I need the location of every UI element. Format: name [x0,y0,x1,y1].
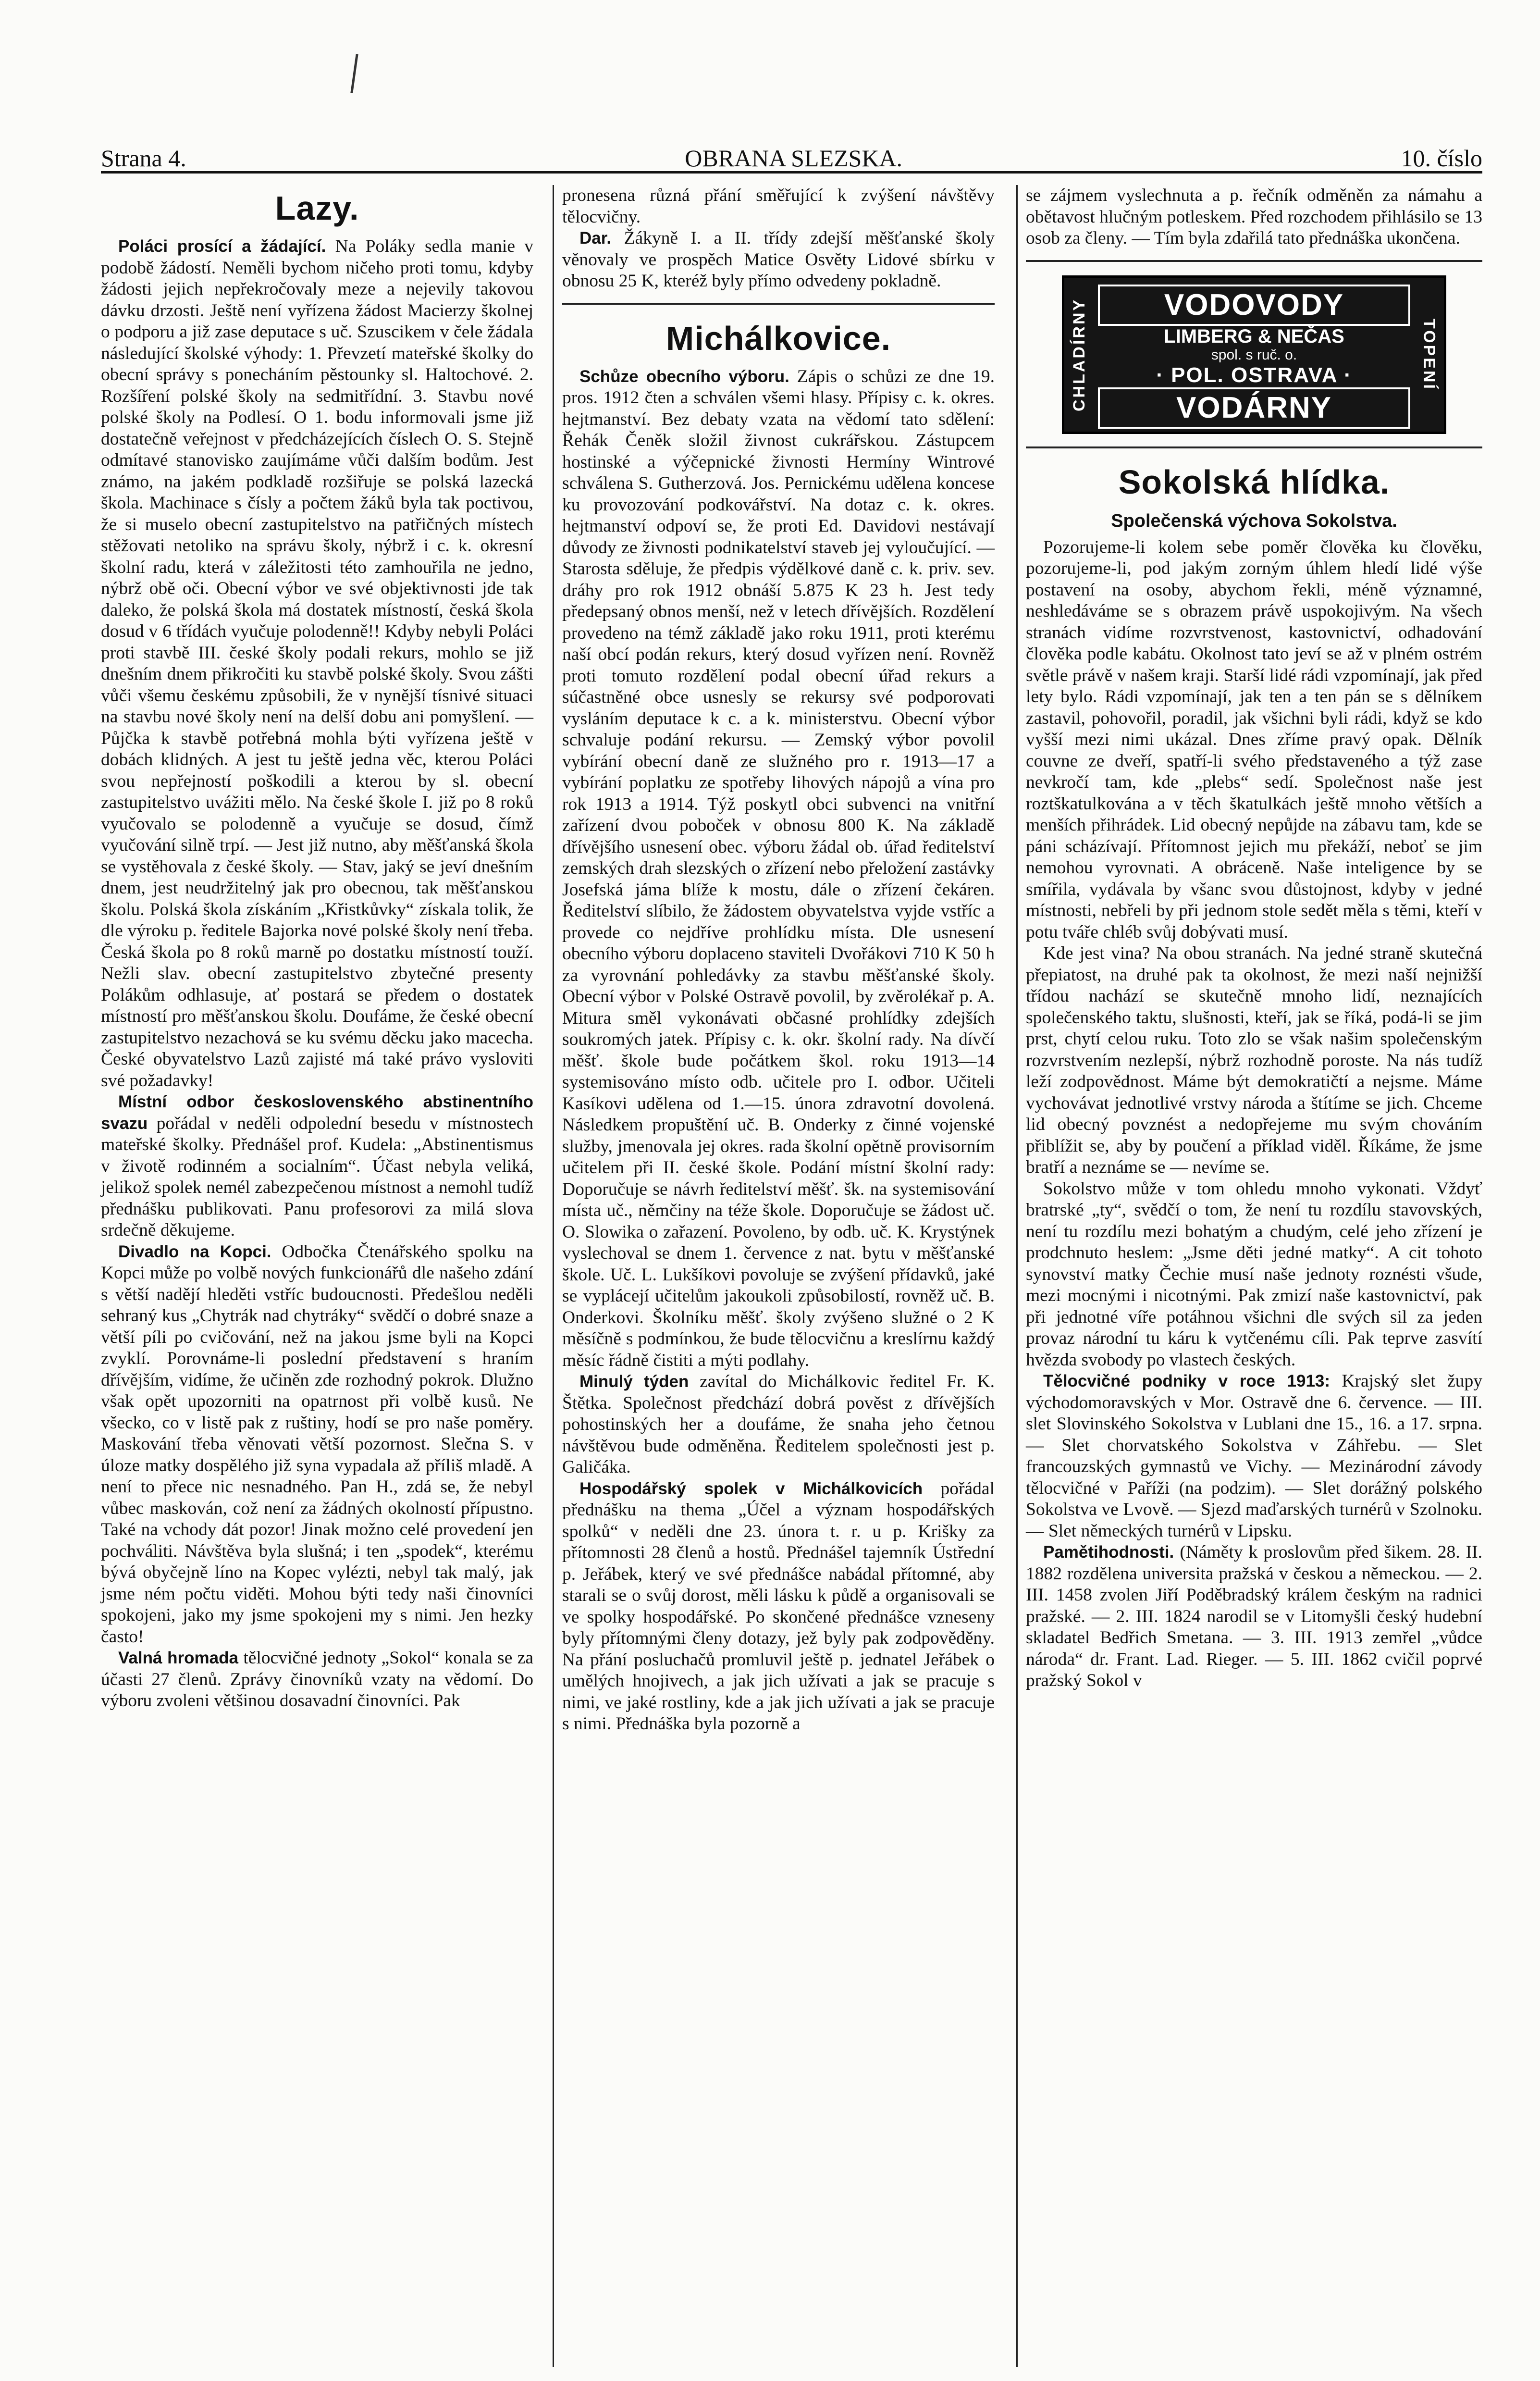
ad-firm-type: spol. s ruč. o. [1211,347,1297,363]
column-rule-2 [1016,185,1018,2367]
article-text: (Náměty k proslovům před šikem. 28. II. 1882 rozdělena universita pražská v českou a německou. — 2. III. 1458 zvolen Jiří Poděbradský králem českým na radnici pražské. — 2. III. 1824 narodil se v Litomyšli český hudební skladatel Bedřich Smetana. — 3. III. 1913 zemřel „vůdce národa“ dr. Frant. Lad. Rieger. — 5. III. 1862 cvičil poprvé pražský Sokol v [1026,1542,1483,1690]
article-text: zavítal do Michálkovic ředitel Fr. K. Štětka. Společnost předchází dobrá pověst z dřívějších pohostinských her a doufáme, že snaha jeho četnou návštěvou bude odměněna. Ředitelem společnosti jest p. Galičáka. [562,1372,995,1477]
ad-top-banner: VODOVODY [1098,285,1410,326]
article-text: pořádal přednášku na thema „Účel a význam hospodářských spolků“ v neděli dne 23. února t. r. u p. Krišky za přítomnosti 28 členů a hostů. Přednášel tajemník Ústřední p. Jeřábek, který ve své přednášce nabádal přítomné, aby starali se o svůj dorost, měli lásku k půdě a organisovali se ve spolky hospodářské. Po skončené přednášce vzneseny byly přítomnými členy dotazy, jež byly pak zodpověděny. Na přání posluchačů promluvil ještě p. jednatel Jeřábek o umělých hnojivech, a jak jich užívati a jak se pracuje s nimi, ve jaké rostliny, kde a jak jich užívati a jak se pracuje s nimi. Přednáška byla pozorně a [562,1478,995,1734]
article-lead: Tělocvičné podniky v roce 1913: [1043,1372,1331,1390]
article-abstinence [101,1091,533,1241]
column-1 [101,185,533,1712]
article-lead: Poláci prosící a žádající. [118,237,326,256]
article-farmers-club [562,1478,995,1735]
section-heading-michalkovice: Michálkovice. [665,319,891,357]
article-text: Zápis o schůzi ze dne 19. pros. 1912 čten a schválen všemi hlasy. Přípisy c. k. okres. hejtmanství. Bez debaty vzata na vědomí tato sdělení: Řehák Čeněk složil živnost cukrářskou. Zástupcem hostinské a výčepnické živnosti Hermíny Wintrové schválena S. Gutherzová. Jos. Pernickému udělena koncese ku provozování podkovářství. Na dotaz c. k. okres. hejtmanství odpoví se, že proti Ed. Davidovi nestávají důvody ze živnosti podnikatelství staveb jej vyloučující. — Starosta sděluje, že předpis výdělkové daně c. k. priv. sev. dráhy pro rok 1912 obnáší 5.875 K 23 h. Jest tedy předepsaný obnos menší, než v letech dřívějších. Rozdělení provedeno na témž základě jako roku 1911, proti kterému naší obcí podán rekurs, který dosud vyřízen není. Rovněž proti tomuto rozdělení podal obecní úřad rekurs a súčastněné obce usnesly se rekursy své podporovati vysláním deputace k c. a k. ministerstvu. Obecní výbor schvaluje podání rekursu. — Zemský výbor povolil vybírání obecní daně ze služného pro r. 1913—17 a vybírání poplatku ze spotřeby lihových nápojů a vína pro rok 1913 a 1914. Týž poskytl obci subvenci na vnitřní zařízení dvou poboček v obnosu 800 K. Na základě dřívějšího usnesení obec. výboru žádal ob. úřad ředitelství zemských drah slezských o zřízení nebo přeložení zastávky Josefská jáma blíže k mostu, dále o zřízení čekáren. Ředitelství slíbilo, že žádostem obyvatelstva vyjde vstříc a provede co nejdříve prohlídku místa. Dle usnesení obecního výboru doplaceno staviteli Dvořákovi 710 K 50 h za vyrovnání pohledávky za stavbu měšťanské školy. Obecní výbor v Polské Ostravě povolil, by zvěrolékař p. A. Mitura směl vykonávati občasné prohlídky zdejších soukromých jatek. Přípisy c. k. okr. školní rady. Na dívčí měšť. škole bude počátkem škol. roku 1913—14 systemisováno místo odb. učitele pro I. odbor. Učiteli Kasíkovi udělena od 1.—15. února zdravotní dovolená. Následkem propuštění uč. B. Onderky z činné vojenské služby, jmenovala jej okres. rada školní opětně provisorním učitelem při II. české škole. Podání místní školní rady: Doporučuje se návrh ředitelství měšť. šk. na systemisování místa uč., němčiny na téže škole. Doporučuje se žádost uč. O. Slowika o zařazení. Povoleno, by odb. uč. K. Krystýnek vyslechoval se dnem 1. července z nat. bytu v měšťanské škole. Uč. L. Lukšíkovi povoluje se zvýšení přídavků, jaké se vyplácejí učitelům jakoukoli způsobilostí, rovněž uč. B. Onderkovi. Školníku měšť. školy zvýšeno služné o 2 K měsíčně s podmínkou, že bude tělocvičnu a kreslírnu každý měsíc řádně čistiti a mýti podlahy. [562,366,995,1370]
article-continuation: pronesena různá přání směřující k zvýšení návštěvy tělocvičny. [562,186,995,227]
article-continuation: se zájmem vyslechnuta a p. řečník odměněn za námahu a obětavost hlučným potleskem. Před rozchodem přihlásilo se 13 osob za členy. — Tím byla zdařilá tato přednáška ukončena. [1026,186,1482,248]
article-lead: Divadlo na Kopci. [118,1242,271,1261]
pen-mark [350,54,358,93]
article-text: Na Poláky sedla manie v podobě žádostí. Neměli bychom ničeho proti tomu, kdyby žádosti jejich nepřekročovaly meze a nejevily takovou dávku drzosti. Ještě není vyřízena žádost Macierzy školnej o podporu a již zase deputace s uč. Szuscikem v čele žádala následující školské výhody: 1. Převzetí mateřské školky do obecní správy s ponecháním pěstounky sl. Haltochové. 2. Rozšíření polské školy na sedmitřídní. 3. Stavbu nové polské školy na Podlesí. O 1. bodu informovali jsme již dostatečně veřejnost v předcházejících číslech O. S. Stejně odmítavé stanovisko zaujímáme vůči dalším bodům. Jest známo, na jakém podkladě rozšiřuje se polská lazecká škola. Machinace s čísly a počtem žáků byla tak poctivou, že si muselo obecní zastupitelstvo na patřičných místech stěžovati netoliko na správu školy, nýbrž i c. k. okresní školní radu, která v záležitosti této zamhouřila ne jedno, nýbrž obě oči. Obecní výbor ve své objektivnosti jde tak daleko, že polská škola má dostatek místností, česká škola dosud v 6 třídách vyučuje polodenně!! Kdyby nebyli Poláci proti stavbě III. české školy podali rekurs, mohlo se již dnešním dnem přikročiti ku stavbě polské školy. Svou zášti vůči všemu českému způsobili, že v nynější tísnivé situaci na stavbu nové školy není na delší dobu ani pomyšlení. — Půjčka k stavbě potřebná mohla býti vyřízena ještě v dobách klidných. A jest tu ještě jedna věc, kterou Poláci svou nepřejností poškodili a kterou by sl. obecní zastupitelstvo uvážiti mělo. Na české škole I. již po 8 roků vyučovalo se polodenně a vyučuje se dosud, čímž vyučování silně trpí. — Jest již nutno, aby měšťanská škola se vystěhovala z české školy. — Stav, jaký se jeví dnešním dnem, jest neudržitelný jak pro obecnou, tak měšťanskou školu. Polská škola získáním „Křistkůvky“ získala tolik, že dle výroku p. ředitele Bajorka nové polské školy není třeba. Česká škola po 8 roků marně po dostatku místností touží. Nežli slav. obecní zastupitelstvo zbytečné presenty Polákům odhlasuje, ať postará se předem o dostatek místností pro měšťanskou školu. Doufáme, že české obecní zastupitelstvo nezachová se ku svému děcku jako macecha. České obyvatelstvo Lazů zajisté má také právo vysloviti své požadavky! [101,236,533,1091]
article-text: Odbočka Čtenářského spolku na Kopci může po volbě nových funkcionářů dle našeho zdání s větší nadějí hleděti vstříc budoucnosti. Předešlou neděli sehraný kus „Chytrák nad chytráky“ svědčí o dobré snaze a větší píli po cvičování, než na jakou jsme byli na Kopci zvyklí. Porovnáme-li poslední představení s hraním dřívějším, vidíme, že učiněn zde rozhodný pokrok. Dlužno však opět upozorniti na opatrnost při volbě kusů. Ne všecko, co v listě pak z ruštiny, hodí se pro naše poměry. Maskování třeba věnovati větší pozornost. Slečna S. v úloze matky dospělého již syna vypadala až příliš mladě. A není to přece nic nesnadného. Pan H., zdá se, že nebyl vůbec maskován, což není za žádných okolností přípustno. Také na vchody dát pozor! Jinak možno celé provedení jen pochváliti. Návštěva byla slušná; i ten „spodek“, kterému bývá obyčejně líno na Kopec vylézti, nebyl tak malý, jak jsme ném počtu viděti. Mohou býti tedy naši činovníci spokojeni, jako my jsme spokojeni my s nimi. Jen hezky často! [101,1241,533,1647]
article-council-meeting [562,366,995,1372]
masthead-rule [101,171,1482,174]
article-text: tělocvičné jednoty „Sokol“ konala se za účasti 27 členů. Zprávy činovníků vzaty na vědomí. Do výboru zvoleni většinou dosavadní činovníci. Pak [101,1648,533,1711]
article-theatre [101,1241,533,1648]
section-heading-lazy: Lazy. [275,189,359,227]
page-number: Strana 4. [101,145,186,172]
article-paragraph: Sokolstvo může v tom ohledu mnoho vykonati. Vždyť bratrské „ty“, svědčí o tom, že není tu rozdílu stavovských, není tu rozdílu mezi bohatým a chudým, celé jeho zřízení je prodchnuto heslem: „Jsme děti jedné matky“. A cit tohoto synovství matky Čechie musí naše jednoty roznésti všude, mezi mocnými i nicotnými. Pak zmizí naše kastovnictví, pak při jednotné víře potáhnou všichni dle svých sil za jeden provaz národní tu káru k vytčenému cíli. Pak teprve zasvítí hvězda svobody po vlastech českých. [1026,1178,1482,1370]
article-anniversaries [1026,1542,1482,1692]
column-rule-1 [553,185,554,2367]
article-last-week [562,1371,995,1478]
article-text: Krajský slet župy východomoravských v Mor. Ostravě dne 6. července. — III. slet Slovinského Sokolstva v Lublani dne 15., 16. a 17. srpna. — Slet chorvatského Sokolstva v Záhřebu. — Slet francouzských gymnastů ve Vichy. — Mezinárodní závody tělocvičné v Paříži (na podzim). — Slet dorážný polského Sokolstva ve Lvově. — Sjezd maďarských turnérů v Szolnoku. — Slet německých turnérů v Lipsku. [1026,1371,1482,1541]
article-lead: Místní odbor československého abstinentního svazu [101,1092,533,1133]
section-divider [562,303,995,305]
ad-center [1094,278,1414,432]
article-text: Žákyně I. a II. třídy zdejší měšťanské školy věnovaly ve prospěch Matice Osvěty Lidové sbírku v obnosu 25 K, kteréž byly přímo odvedeny pokladně. [562,228,995,291]
article-paragraph: Pozorujeme-li kolem sebe poměr člověka ku člověku, pozorujeme-li, pod jakým zorným úhlem hledí lidé výše postavení na osoby, abychom řekli, méně významné, neshledáváme se s obrazem právě uspokojivým. Na všech stranách vidíme rozvrstvenost, kastovnictví, odhadování člověka podle kabátu. Okolnost tato jeví se až v plném ostrém světle právě v našem kraji. Starší lidé rádi vzpomínají, jak před lety bylo. Rádi vzpomínají, jak ten a ten pán se s dělníkem zastavil, pohovořil, poradil, jak všichni byli rádi, když se kdo vyšší mezi nimi ukázal. Dnes zříme pravý opak. Dělník couvne ze dveří, spatří-li svého představeného a týž zase nevkročí tam, kde „plebs“ sedí. Společnost naše jest roztškatulkována a v těch škatulkách ještě mnoho větších a menších přihrádek. Lid obecný nepůjde na zábavu tam, kde se páni scházívají. Přítomnost jejich mu překáží, neboť se jim nemohou vyrovnati. A obráceně. Naše inteligence by se smířila, vydávala by všanc svou důstojnost, kdyby v jedné místnosti, nebřeli by při jednom stole sedět měla s těmi, kteří v potu tváře chléb svůj dobývati musí. [1026,537,1482,942]
ad-firm-name: LIMBERG & NEČAS [1164,325,1344,347]
article-lead: Hospodářský spolek v Michálkovicích [579,1479,923,1498]
article-poles [101,236,533,1091]
article-general-meeting [101,1648,533,1712]
advertisement [1062,275,1446,434]
ad-side-right: TOPENÍ [1420,318,1439,391]
article-lead: Minulý týden [579,1372,689,1391]
newspaper-title: OBRANA SLEZSKA. [685,145,903,172]
issue-number: 10. číslo [1401,145,1482,172]
article-gym-events [1026,1371,1482,1542]
column-3 [1026,185,1482,1692]
masthead [101,138,1482,172]
article-lead: Schůze obecního výboru. [579,367,789,386]
article-lead: Dar. [579,229,612,248]
ad-firm-block [1098,326,1410,387]
article-text: pořádal v neděli odpolední besedu v místnostech mateřské školky. Přednášel prof. Kudela: „Abstinentismus v životě rodinném a socialním“. Účast nebyla veliká, jelikož spolek nemél zabezpečenou místnost a nemohl tudíž přednášku publikovati. Panu profesorovi za milá slova srdečně děkujeme. [101,1113,534,1240]
article-subheading: Společenská výchova Sokolstva. [1111,510,1397,531]
column-2 [562,185,995,1735]
article-paragraph: Kde jest vina? Na obou stranách. Na jedné straně skutečná přepiatost, na druhé pak ta okolnost, že mezi naší nejnižší třídou nachází se skutečně mnoho lidí, neznajících společenského taktu, slušnosti, kteří, jak se říká, podá-li se jim prst, chytí celou ruku. Toto zlo se však našim společenským rozvrstvením nezlepší, nýbrž rozhodně poroste. Na nás tudíž leží zodpovědnost. Máme být demokratičtí a nejsme. Máme vychovávat jednotlivé vrstvy národa a štítíme se jich. Chceme lid obecný povznést a nedopřejeme mu svým chováním přiblížit se, aby by poučení a příklad viděl. Říkáme, že jsme bratří a neznáme se — nevíme se. [1026,943,1482,1177]
section-divider [1026,260,1482,262]
ad-bottom-banner: VODÁRNY [1098,387,1410,429]
article-donation [562,228,995,292]
ad-city: · POL. OSTRAVA · [1156,363,1352,387]
article-lead: Valná hromada [118,1649,238,1667]
article-lead: Pamětihodnosti. [1043,1543,1174,1562]
ad-side-left: CHLADÍRNY [1070,298,1088,411]
section-heading-sokol: Sokolská hlídka. [1118,463,1390,501]
section-divider [1026,446,1482,448]
